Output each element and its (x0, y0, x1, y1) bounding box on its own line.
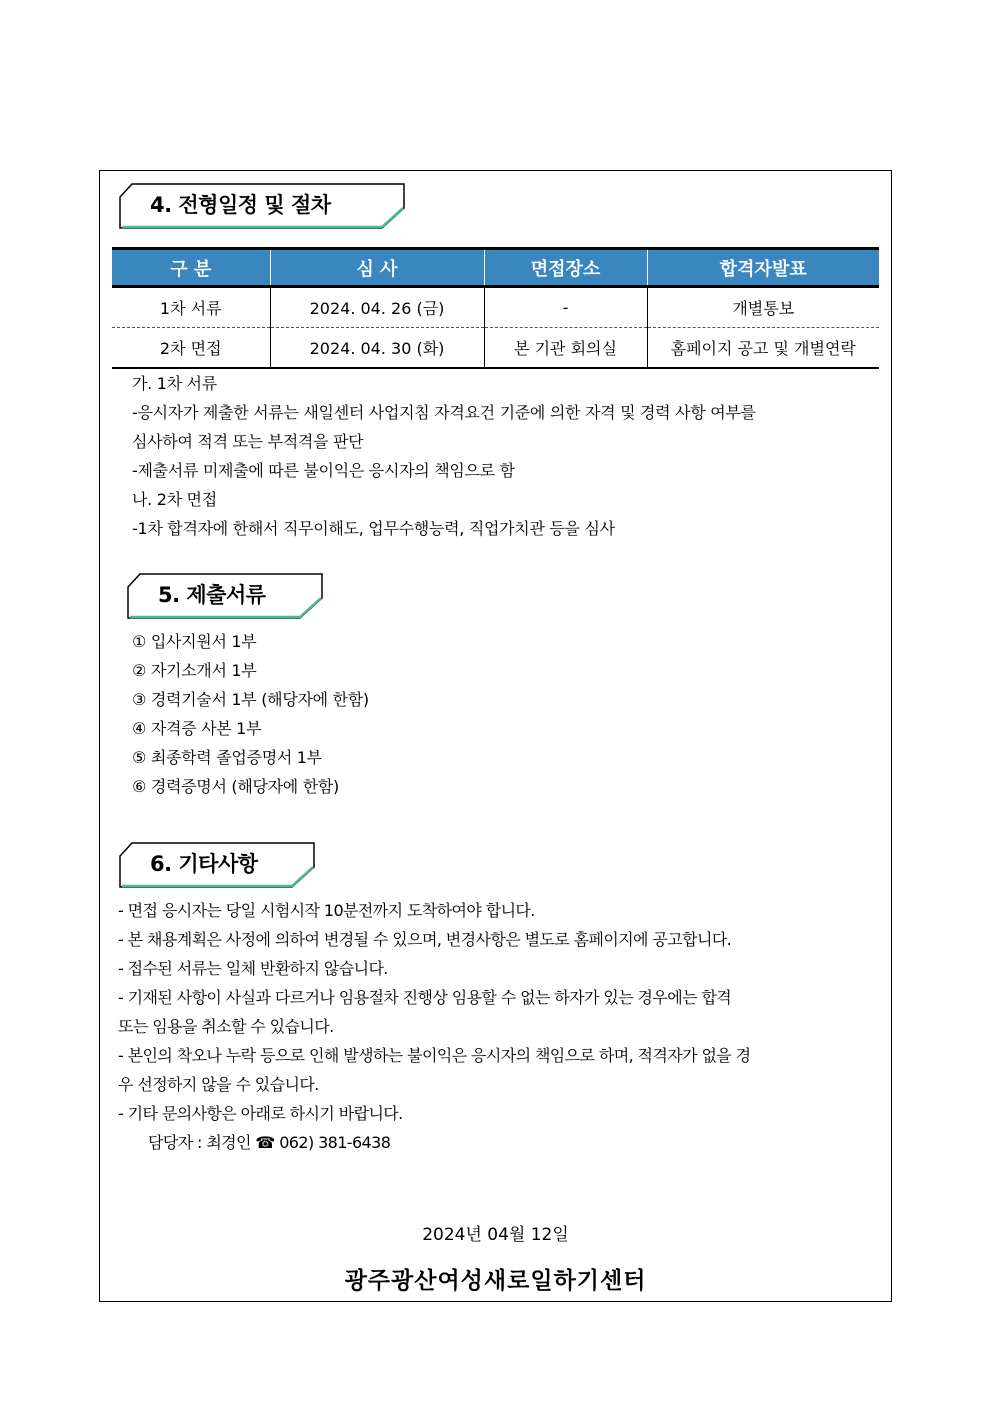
table-cell: 개별통보 (647, 287, 879, 328)
list-item: ① 입사지원서 1부 (132, 632, 257, 651)
table-cell: 홈페이지 공고 및 개별연락 (647, 328, 879, 369)
table-cell: - (484, 287, 647, 328)
section-6-title: 6. 기타사항 (150, 852, 258, 876)
section-5-title: 5. 제출서류 (158, 583, 266, 607)
table-cell: 본 기관 회의실 (484, 328, 647, 369)
table-cell: 2024. 04. 26 (금) (270, 287, 484, 328)
schedule-table (112, 247, 879, 369)
note-line: - 접수된 서류는 일체 반환하지 않습니다. (118, 959, 388, 978)
table-row (112, 287, 879, 328)
note-line: 또는 임용을 취소할 수 있습니다. (118, 1017, 334, 1036)
list-item: ③ 경력기술서 1부 (해당자에 한함) (132, 690, 369, 709)
documents-list (132, 627, 832, 801)
header-category: 구 분 (112, 249, 270, 287)
note-line: - 기타 문의사항은 아래로 하시기 바랍니다. (118, 1104, 403, 1123)
table-cell: 2024. 04. 30 (화) (270, 328, 484, 369)
list-item: ⑥ 경력증명서 (해당자에 한함) (132, 777, 340, 796)
procedure-line: -1차 합격자에 한해서 직무이해도, 업무수행능력, 직업가치관 등을 심사 (132, 519, 615, 538)
procedure-text (132, 369, 882, 543)
table-row (112, 328, 879, 369)
header-review: 심 사 (270, 249, 484, 287)
procedure-line: -응시자가 제출한 서류는 새일센터 사업지침 자격요건 기준에 의한 자격 및 경력 사항 여부를 (132, 403, 756, 422)
list-item: ⑤ 최종학력 졸업증명서 1부 (132, 748, 322, 767)
notes-text (118, 896, 883, 1157)
procedure-line: -제출서류 미제출에 따른 불이익은 응시자의 책임으로 함 (132, 461, 515, 480)
procedure-line: 가. 1차 서류 (132, 374, 217, 393)
procedure-line: 나. 2차 면접 (132, 490, 217, 509)
table-cell: 2차 면접 (112, 328, 270, 369)
list-item: ④ 자격증 사본 1부 (132, 719, 262, 738)
contact-line: 담당자 : 최경인 ☎ 062) 381-6438 (148, 1133, 391, 1152)
note-line: - 본인의 착오나 누락 등으로 인해 발생하는 불이익은 응시자의 책임으로 하며, 적격자가 없을 경 (118, 1046, 751, 1065)
section-4-heading (118, 183, 408, 227)
section-5-heading (126, 573, 326, 617)
table-cell: 1차 서류 (112, 287, 270, 328)
note-line: - 본 채용계획은 사정에 의하여 변경될 수 있으며, 변경사항은 별도로 홈페이지에 공고합니다. (118, 930, 732, 949)
section-4-title: 4. 전형일정 및 절차 (150, 193, 331, 217)
header-interview-place: 면접장소 (484, 249, 647, 287)
header-result-announcement: 합격자발표 (647, 249, 879, 287)
procedure-line: 심사하여 적격 또는 부적격을 판단 (132, 432, 364, 451)
note-line: - 면접 응시자는 당일 시험시작 10분전까지 도착하여야 합니다. (118, 901, 535, 920)
note-line: - 기재된 사항이 사실과 다르거나 임용절차 진행상 임용할 수 없는 하자가 있는 경우에는 합격 (118, 988, 732, 1007)
organization-name: 광주광산여성새로일하기센터 (344, 1268, 647, 1294)
schedule-header-row (112, 249, 879, 287)
list-item: ② 자기소개서 1부 (132, 661, 257, 680)
issue-date: 2024년 04월 12일 (422, 1225, 569, 1245)
note-line: 우 선정하지 않을 수 있습니다. (118, 1075, 319, 1094)
section-6-heading (118, 842, 318, 886)
